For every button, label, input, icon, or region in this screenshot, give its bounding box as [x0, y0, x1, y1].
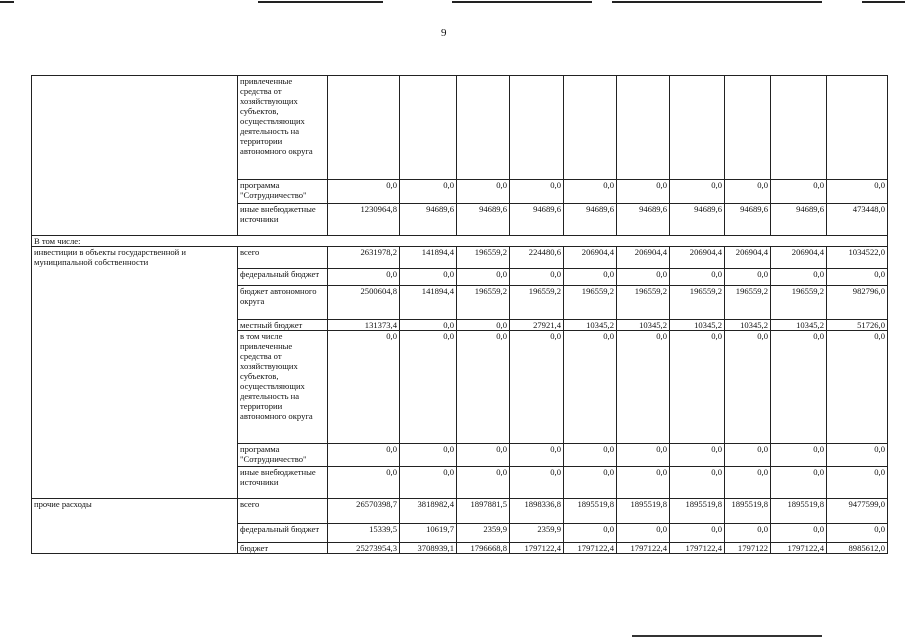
amount-cell: 206904,4 [670, 247, 725, 269]
amount-cell: 0,0 [328, 269, 400, 286]
amount-cell: 2359,9 [510, 524, 564, 543]
funding-source: федеральный бюджет [238, 524, 328, 543]
amount-cell: 0,0 [670, 444, 725, 467]
amount-cell: 1895519,8 [725, 499, 771, 524]
amount-cell: 15339,5 [328, 524, 400, 543]
amount-cell: 0,0 [617, 524, 670, 543]
amount-cell: 0,0 [400, 331, 457, 444]
amount-cell [725, 76, 771, 180]
funding-source: иные внебюджетные источники [238, 467, 328, 499]
amount-cell: 0,0 [564, 524, 617, 543]
amount-cell: 0,0 [510, 444, 564, 467]
amount-cell: 0,0 [617, 269, 670, 286]
amount-cell: 1797122,4 [510, 543, 564, 554]
amount-cell: 94689,6 [510, 204, 564, 236]
amount-cell: 0,0 [400, 444, 457, 467]
amount-cell: 473448,0 [827, 204, 888, 236]
amount-cell: 0,0 [457, 331, 510, 444]
amount-cell: 0,0 [725, 467, 771, 499]
amount-cell: 206904,4 [725, 247, 771, 269]
funding-source: бюджет [238, 543, 328, 554]
amount-cell: 0,0 [328, 180, 400, 204]
amount-cell [771, 76, 827, 180]
amount-cell: 94689,6 [725, 204, 771, 236]
amount-cell: 94689,6 [617, 204, 670, 236]
amount-cell [328, 76, 400, 180]
amount-cell: 141894,4 [400, 286, 457, 320]
amount-cell: 0,0 [827, 444, 888, 467]
amount-cell: 2631978,2 [328, 247, 400, 269]
amount-cell: 0,0 [771, 467, 827, 499]
page-number: 9 [441, 27, 447, 39]
item-name [32, 76, 238, 236]
amount-cell: 0,0 [564, 467, 617, 499]
amount-cell: 1797122,4 [771, 543, 827, 554]
amount-cell: 0,0 [617, 444, 670, 467]
amount-cell: 196559,2 [771, 286, 827, 320]
amount-cell: 0,0 [400, 269, 457, 286]
amount-cell: 10345,2 [670, 320, 725, 331]
item-name: инвестиции в объекты государственной и муниципальной собственности [32, 247, 238, 499]
amount-cell: 206904,4 [617, 247, 670, 269]
amount-cell: 0,0 [510, 331, 564, 444]
amount-cell: 51726,0 [827, 320, 888, 331]
amount-cell: 0,0 [771, 180, 827, 204]
amount-cell: 0,0 [771, 269, 827, 286]
funding-source: всего [238, 499, 328, 524]
amount-cell: 9477599,0 [827, 499, 888, 524]
amount-cell: 10345,2 [564, 320, 617, 331]
amount-cell: 0,0 [771, 331, 827, 444]
amount-cell: 196559,2 [457, 286, 510, 320]
amount-cell: 0,0 [328, 331, 400, 444]
amount-cell: 94689,6 [457, 204, 510, 236]
amount-cell [510, 76, 564, 180]
scan-bottom-mark [632, 635, 822, 637]
amount-cell: 0,0 [670, 524, 725, 543]
amount-cell: 0,0 [617, 180, 670, 204]
funding-source: местный бюджет [238, 320, 328, 331]
amount-cell: 0,0 [725, 269, 771, 286]
amount-cell: 0,0 [725, 180, 771, 204]
funding-source: привлеченные средства от хозяйствующих субъектов, осуществляющих деятельность на территории автономного округа [238, 76, 328, 180]
amount-cell: 94689,6 [564, 204, 617, 236]
amount-cell: 1797122,4 [617, 543, 670, 554]
amount-cell: 0,0 [457, 444, 510, 467]
amount-cell: 131373,4 [328, 320, 400, 331]
amount-cell: 26570398,7 [328, 499, 400, 524]
amount-cell: 0,0 [510, 180, 564, 204]
amount-cell: 0,0 [827, 180, 888, 204]
amount-cell: 0,0 [457, 467, 510, 499]
amount-cell: 1895519,8 [670, 499, 725, 524]
amount-cell: 1895519,8 [771, 499, 827, 524]
amount-cell: 8985612,0 [827, 543, 888, 554]
amount-cell: 196559,2 [725, 286, 771, 320]
amount-cell: 196559,2 [670, 286, 725, 320]
amount-cell: 0,0 [725, 524, 771, 543]
amount-cell: 2359,9 [457, 524, 510, 543]
amount-cell: 94689,6 [670, 204, 725, 236]
funding-source: бюджет автономного округа [238, 286, 328, 320]
amount-cell [827, 76, 888, 180]
amount-cell: 0,0 [457, 269, 510, 286]
amount-cell: 0,0 [725, 444, 771, 467]
amount-cell: 25273954,3 [328, 543, 400, 554]
funding-source: программа "Сотрудничество" [238, 180, 328, 204]
amount-cell: 2500604,8 [328, 286, 400, 320]
amount-cell: 94689,6 [771, 204, 827, 236]
amount-cell: 0,0 [564, 269, 617, 286]
amount-cell: 0,0 [510, 467, 564, 499]
table-row [32, 499, 888, 524]
amount-cell: 0,0 [670, 331, 725, 444]
amount-cell: 0,0 [827, 467, 888, 499]
amount-cell: 0,0 [771, 524, 827, 543]
amount-cell: 206904,4 [564, 247, 617, 269]
amount-cell [617, 76, 670, 180]
amount-cell: 10345,2 [771, 320, 827, 331]
amount-cell: 0,0 [670, 467, 725, 499]
amount-cell: 0,0 [457, 180, 510, 204]
funding-source: иные внебюджетные источники [238, 204, 328, 236]
amount-cell: 0,0 [617, 467, 670, 499]
table-row [32, 247, 888, 269]
amount-cell: 141894,4 [400, 247, 457, 269]
amount-cell: 10619,7 [400, 524, 457, 543]
amount-cell: 94689,6 [400, 204, 457, 236]
amount-cell: 3708939,1 [400, 543, 457, 554]
amount-cell [670, 76, 725, 180]
amount-cell: 27921,4 [510, 320, 564, 331]
amount-cell: 1895519,8 [617, 499, 670, 524]
funding-source: в том числе привлеченные средства от хозяйствующих субъектов, осуществляющих деятельность на территории автономного округа [238, 331, 328, 444]
amount-cell: 196559,2 [564, 286, 617, 320]
amount-cell: 1797122,4 [670, 543, 725, 554]
amount-cell [457, 76, 510, 180]
amount-cell: 0,0 [564, 331, 617, 444]
amount-cell: 0,0 [827, 269, 888, 286]
item-name: прочие расходы [32, 499, 238, 554]
amount-cell: 0,0 [670, 180, 725, 204]
amount-cell: 0,0 [328, 467, 400, 499]
amount-cell: 0,0 [400, 467, 457, 499]
amount-cell: 0,0 [827, 524, 888, 543]
amount-cell: 1034522,0 [827, 247, 888, 269]
amount-cell: 1230964,8 [328, 204, 400, 236]
amount-cell [564, 76, 617, 180]
amount-cell: 224480,6 [510, 247, 564, 269]
amount-cell: 1796668,8 [457, 543, 510, 554]
amount-cell: 0,0 [510, 269, 564, 286]
amount-cell: 0,0 [670, 269, 725, 286]
amount-cell: 982796,0 [827, 286, 888, 320]
amount-cell: 0,0 [617, 331, 670, 444]
amount-cell [400, 76, 457, 180]
amount-cell: 1898336,8 [510, 499, 564, 524]
amount-cell: 0,0 [771, 444, 827, 467]
amount-cell: 0,0 [564, 444, 617, 467]
amount-cell: 1895519,8 [564, 499, 617, 524]
amount-cell: 196559,2 [617, 286, 670, 320]
amount-cell: 1897881,5 [457, 499, 510, 524]
scan-top-edge [0, 0, 905, 4]
amount-cell: 0,0 [827, 331, 888, 444]
amount-cell: 1797122,4 [564, 543, 617, 554]
amount-cell: 0,0 [400, 180, 457, 204]
amount-cell: 0,0 [328, 444, 400, 467]
amount-cell: 3818982,4 [400, 499, 457, 524]
funding-source: всего [238, 247, 328, 269]
amount-cell: 0,0 [457, 320, 510, 331]
amount-cell: 0,0 [725, 331, 771, 444]
amount-cell: 1797122 [725, 543, 771, 554]
budget-table [31, 75, 888, 554]
amount-cell: 0,0 [400, 320, 457, 331]
amount-cell: 206904,4 [771, 247, 827, 269]
amount-cell: 196559,2 [510, 286, 564, 320]
section-label: В том числе: [32, 236, 888, 247]
amount-cell: 196559,2 [457, 247, 510, 269]
amount-cell: 10345,2 [725, 320, 771, 331]
section-row [32, 236, 888, 247]
funding-source: федеральный бюджет [238, 269, 328, 286]
funding-source: программа "Сотрудничество" [238, 444, 328, 467]
amount-cell: 10345,2 [617, 320, 670, 331]
table-row [32, 76, 888, 180]
amount-cell: 0,0 [564, 180, 617, 204]
